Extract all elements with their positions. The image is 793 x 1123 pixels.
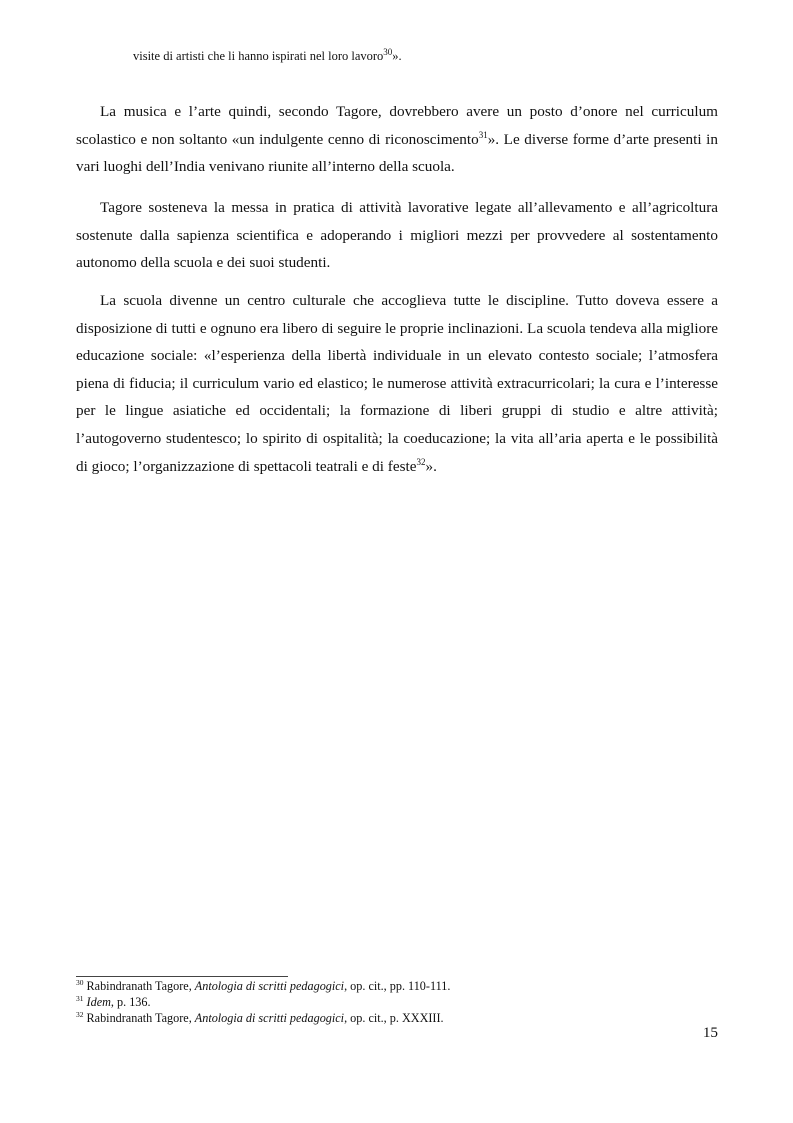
footnote-text: Rabindranath Tagore, <box>83 979 195 993</box>
footnotes <box>76 978 718 1026</box>
footnote-31 <box>76 994 718 1010</box>
paragraph-music-art <box>76 98 718 181</box>
footnote-text: , op. cit., pp. 110-111. <box>344 979 451 993</box>
paragraph-cultural-center <box>76 287 718 480</box>
footnote-number: 31 <box>76 993 84 1003</box>
footnote-title: Antologia di scritti pedagogici <box>194 979 345 993</box>
footnote-separator <box>76 976 288 977</box>
footnote-text: , p. 136. <box>110 995 151 1009</box>
paragraph-text: Tagore sosteneva la messa in pratica di attività lavorative legate all’allevamento e all’agricoltura sostenute dalla sapienza scientifica e adoperando i migliori mezzi per provvedere al sostentamento autonomo della scuola e dei suoi studenti. <box>76 199 718 272</box>
page-number: 15 <box>702 1024 718 1041</box>
paragraph-work-activities <box>76 194 718 277</box>
paragraph-text: La scuola divenne un centro culturale che accoglieva tutte le discipline. Tutto doveva essere a disposizione di tutti e ognuno era libero di seguire le proprie inclinazioni. La scuola tendeva alla migliore educazione sociale: «l’esperienza della libertà individuale in un elevato contesto sociale; l’atmosfera piena di fiducia; il curriculum vario ed elastico; le numerose attività extracurricolari; la cura e l’interesse per le lingue asiatiche ed occidentali; la formazione di liberi gruppi di studio e altre attività; l’autogoverno studentesco; lo spirito di ospitalità; la coeducazione; la vita all’aria aperta e le possibilità di gioco; l’organizzazione di spettacoli teatrali e di feste <box>76 292 718 475</box>
quote-text: visite di artisti che li hanno ispirati nel loro lavoro <box>133 49 384 63</box>
footnote-ref-30[interactable]: 30 <box>383 46 393 57</box>
block-quote-ending <box>133 47 402 65</box>
quote-close: ». <box>392 49 402 63</box>
footnote-text: Rabindranath Tagore, <box>83 1011 195 1025</box>
footnote-number: 32 <box>76 1009 84 1019</box>
footnote-text: , op. cit., p. XXXIII. <box>344 1011 444 1025</box>
footnote-ref-31[interactable]: 31 <box>478 129 488 140</box>
footnote-title: Antologia di scritti pedagogici <box>194 1011 345 1025</box>
footnote-title: Idem <box>86 995 111 1009</box>
paragraph-text: La musica e l’arte quindi, secondo Tagore, dovrebbero avere un posto d’onore nel curriculum scolastico e non soltanto «un indulgente cenno di riconoscimento <box>76 103 718 148</box>
footnote-ref-32[interactable]: 32 <box>416 456 426 467</box>
paragraph-text: ». <box>425 457 437 475</box>
footnote-30 <box>76 978 718 994</box>
paragraph-text: ». Le diverse forme d’arte presenti in vari luoghi dell’India venivano riunite all’interno della scuola. <box>76 130 718 176</box>
footnote-32 <box>76 1010 718 1026</box>
footnote-number: 30 <box>76 977 84 987</box>
